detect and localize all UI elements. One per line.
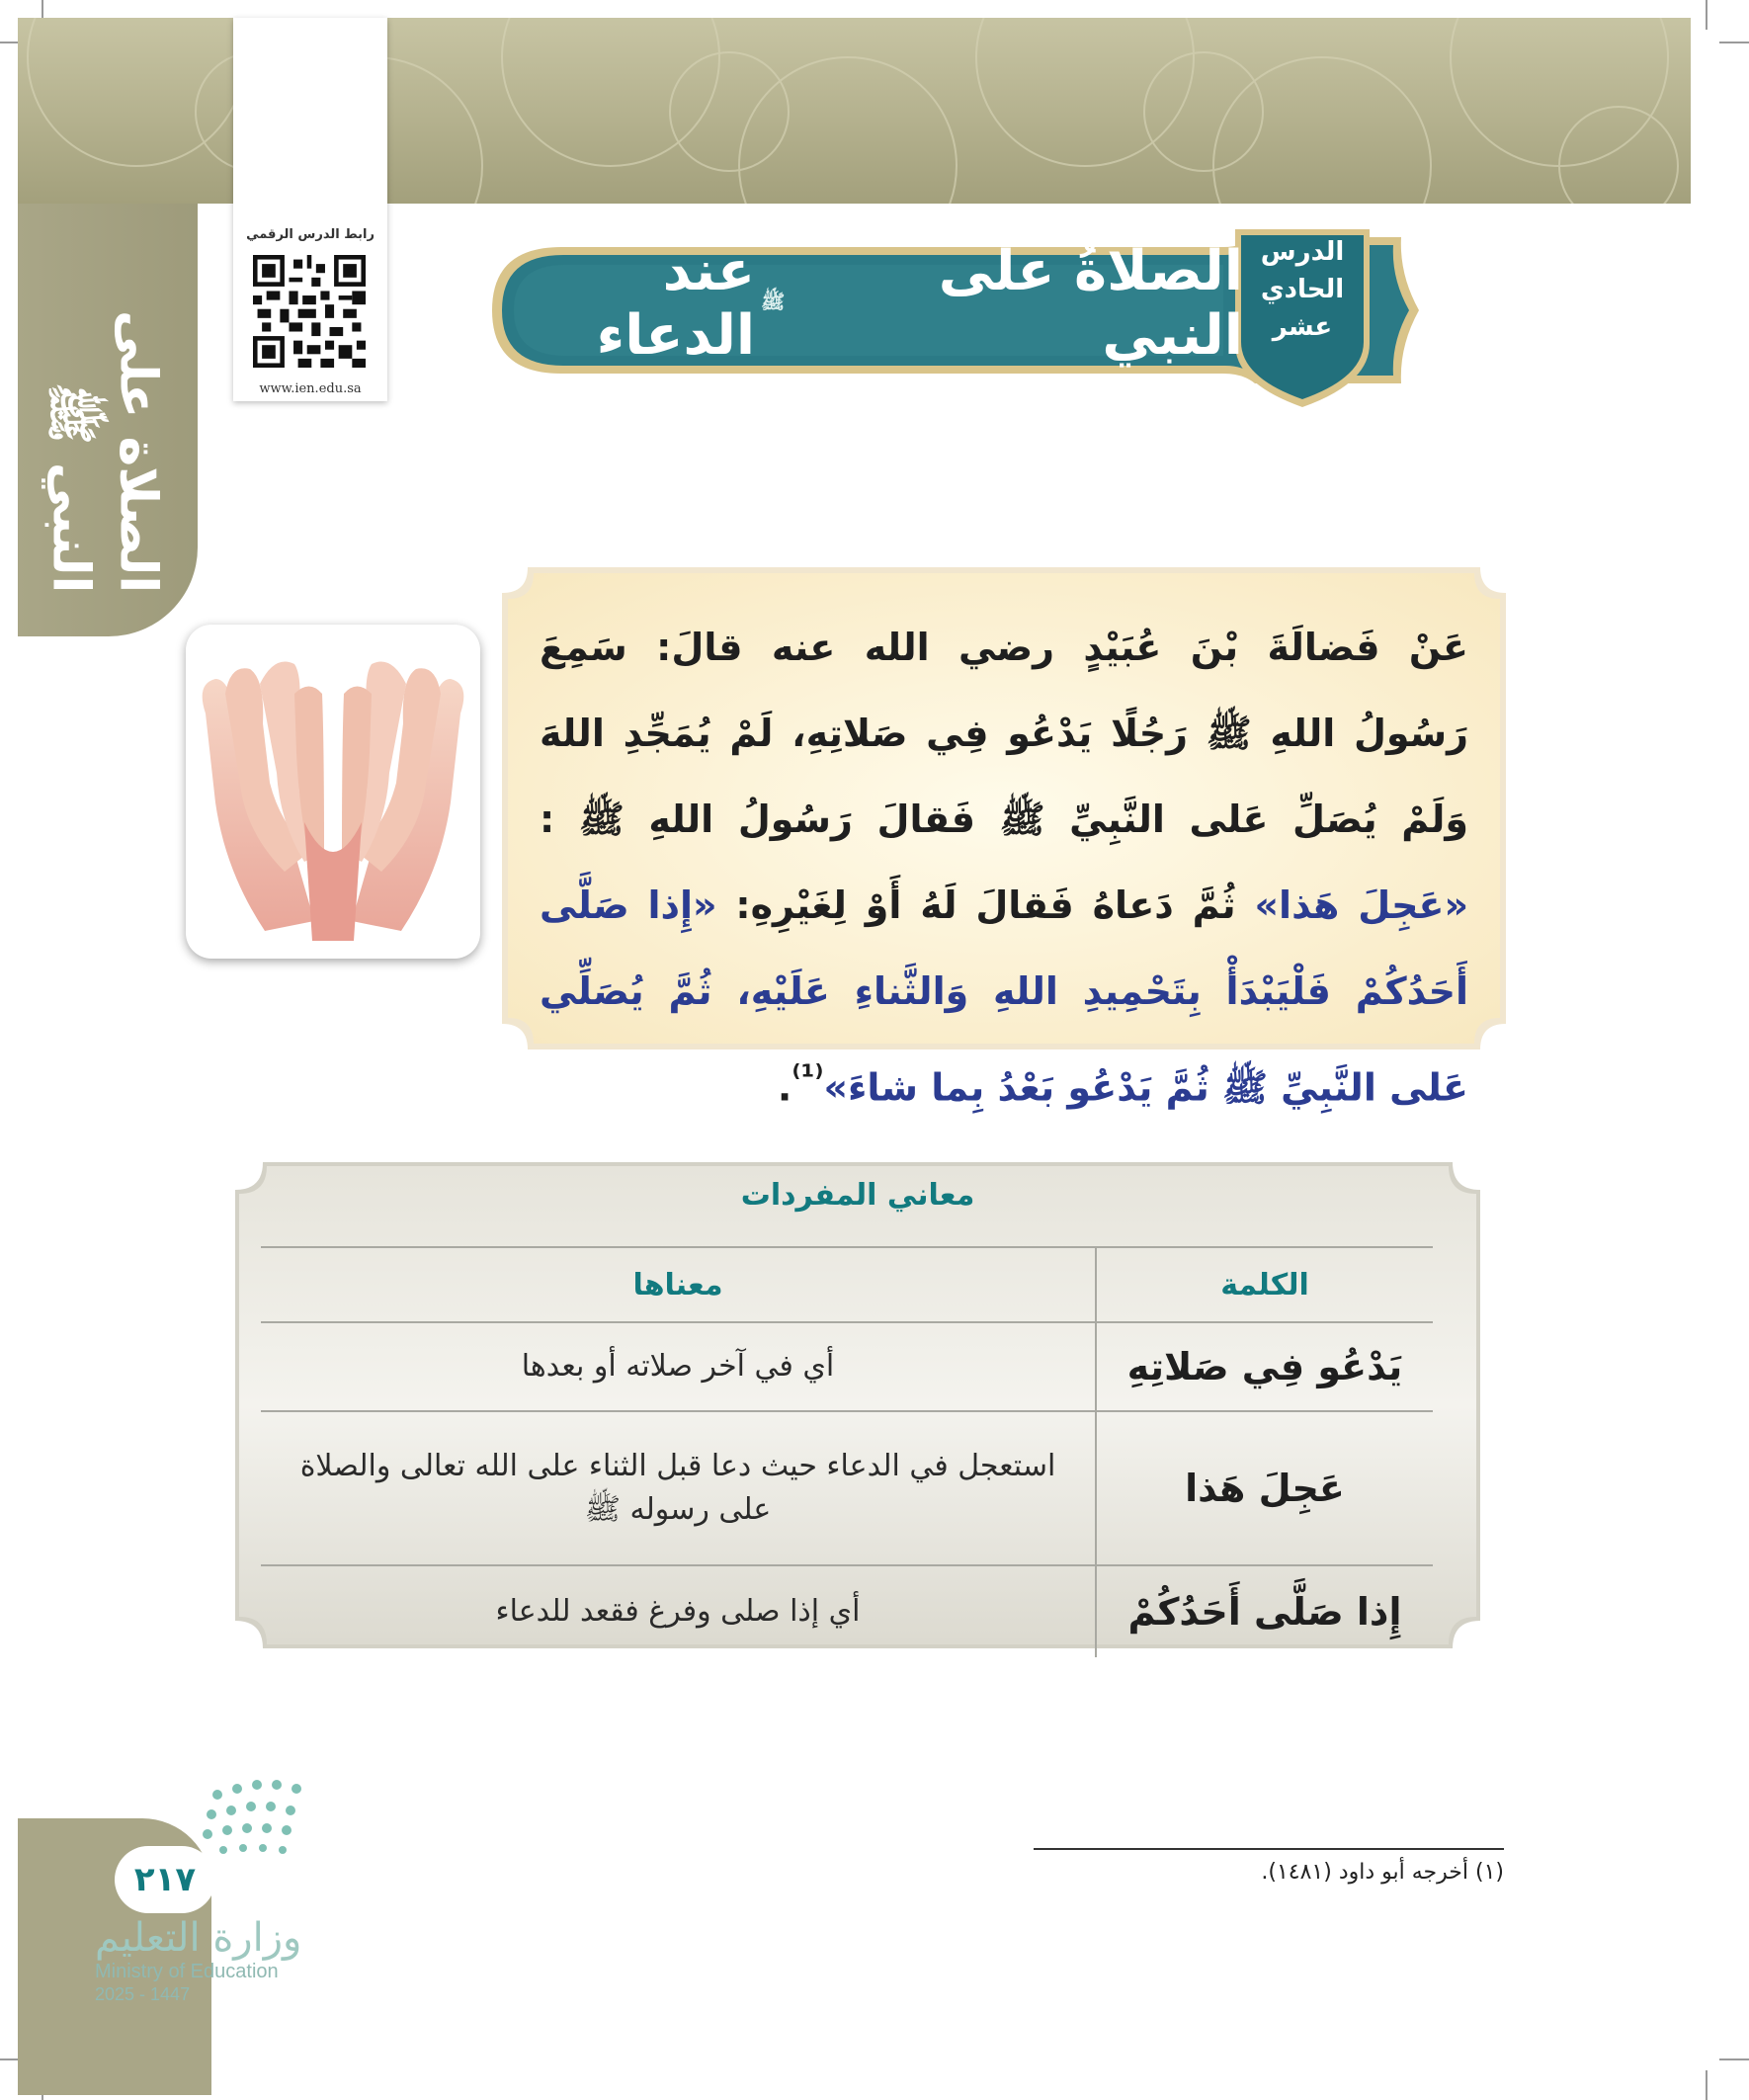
lesson-title-end: عند الدعاء <box>596 239 756 368</box>
honorific-glyph: ﷺ <box>761 289 786 313</box>
hadith-middle: ثُمَّ دَعاهُ فَقالَ لَهُ أَوْ لِغَيْرِهِ: <box>716 883 1255 927</box>
footnote: (١) أخرجه أبو داود (١٤٨١). <box>1261 1860 1504 1885</box>
praying-hands-icon <box>186 625 480 959</box>
hadith-intro: عَنْ فَضالَةَ بْنَ عُبَيْدٍ رضي الله عنه قالَ: سَمِعَ رَسُولُ اللهِ ﷺ رَجُلًا يَدْعُو فِي صَلاتِهِ، لَمْ يُمَجِّدِ اللهَ وَلَمْ يُصَلِّ عَلى النَّبِيِّ ﷺ فَقالَ رَسُولُ اللهِ ﷺ : <box>540 626 1468 841</box>
hadith-quote-2: «إِذا صَلَّى أَحَدُكُمْ فَلْيَبْدَأْ بِتَحْمِيدِ اللهِ وَالثَّناءِ عَلَيْهِ، ثُمَّ يُصَلِّي عَلى النَّبِيِّ ﷺ ثُمَّ يَدْعُو بَعْدُ بِما شاءَ» <box>540 883 1468 1110</box>
crop-mark <box>1719 2058 1749 2060</box>
praying-hands-image <box>186 625 480 959</box>
crop-mark <box>1706 2070 1707 2100</box>
footnote-ref[interactable]: ⁽¹⁾ <box>791 1059 824 1095</box>
vocab-word: يَدْعُو فِي صَلاتِهِ <box>1096 1322 1433 1411</box>
vocabulary-box <box>235 1162 1480 1648</box>
header-meaning: معناها <box>261 1247 1096 1322</box>
vocabulary-title: معاني المفردات <box>740 1178 975 1213</box>
crop-mark <box>1706 0 1707 30</box>
qr-url[interactable]: www.ien.edu.sa <box>259 381 362 396</box>
table-row <box>261 1322 1433 1411</box>
vocab-word: إِذا صَلَّى أَحَدُكُمْ <box>1096 1565 1433 1657</box>
header-word: الكلمة <box>1096 1247 1433 1322</box>
ministry-name-arabic: وزارة التعليم <box>95 1915 302 1961</box>
chapter-side-title: الصلاة على النبي ﷺ <box>41 309 168 593</box>
ministry-name-english: Ministry of Education <box>95 1961 279 1982</box>
table-row <box>261 1565 1433 1657</box>
qr-label: رابط الدرس الرقمي <box>246 227 375 242</box>
lesson-title-main: الصلاةُ على النبي <box>938 239 1243 368</box>
qr-card[interactable] <box>233 18 387 401</box>
vocab-word: عَجِلَ هَذا <box>1096 1411 1433 1565</box>
qr-code-icon[interactable] <box>253 255 366 368</box>
table-header-row <box>261 1247 1433 1322</box>
hadith-box <box>502 567 1506 1110</box>
lesson-title <box>492 239 1243 368</box>
hadith-end: . <box>777 1065 792 1110</box>
crop-mark <box>1719 42 1749 43</box>
lesson-number-badge: الدرس الحادي عشر <box>1260 237 1345 342</box>
edition-year: 2025 - 1447 <box>95 1984 191 2004</box>
vocabulary-table <box>261 1246 1433 1657</box>
hadith-quote-1: «عَجِلَ هَذا» <box>1254 883 1468 927</box>
footnote-divider <box>1034 1848 1504 1850</box>
table-row <box>261 1411 1433 1565</box>
hadith-text <box>540 605 1468 1110</box>
vocab-meaning: أي في آخر صلاته أو بعدها <box>261 1322 1096 1411</box>
page-number: ٢١٧ <box>115 1846 215 1913</box>
ministry-logo-dots-icon <box>198 1775 316 1893</box>
vocab-meaning: أي إذا صلى وفرغ فقعد للدعاء <box>261 1565 1096 1657</box>
vocab-meaning: استعجل في الدعاء حيث دعا قبل الثناء على الله تعالى والصلاة على رسوله ﷺ <box>261 1411 1096 1565</box>
